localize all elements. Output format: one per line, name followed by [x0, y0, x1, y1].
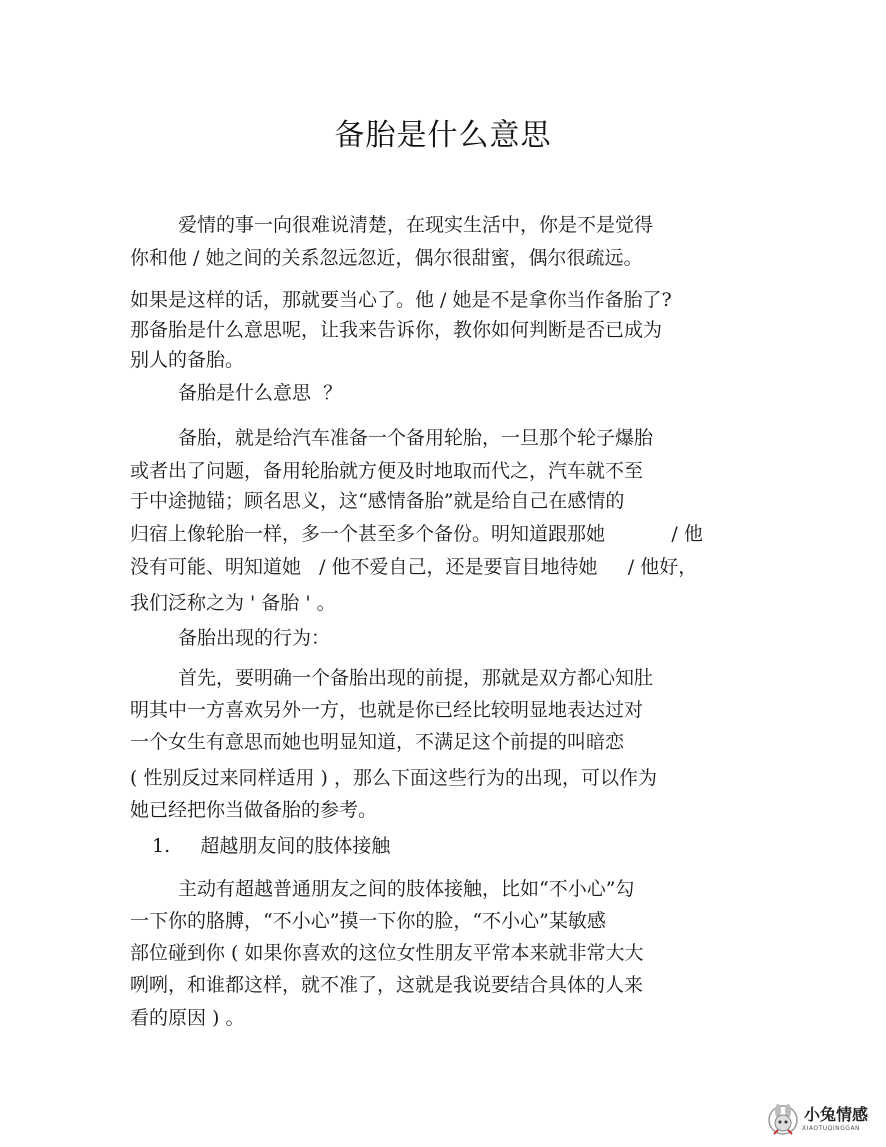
- text-line: 部位碰到你 ( 如果你喜欢的这位女性朋友平常本来就非常大大: [130, 942, 644, 964]
- text-line: 如果是这样的话，那就要当心了。他 / 她是不是拿你当作备胎了?: [130, 289, 672, 311]
- text-line: 主动有超越普通朋友之间的肢体接触，比如“不小心”勾: [178, 878, 635, 900]
- text-line: 首先，要明确一个备胎出现的前提，那就是双方都心知肚: [178, 667, 654, 689]
- rabbit-logo-icon: [766, 1103, 800, 1137]
- text-line: 或者出了问题，备用轮胎就方便及时地取而代之，汽车就不至: [130, 460, 644, 482]
- text-line: 于中途抛锚；顾名思义，这“感情备胎”就是给自己在感情的: [130, 490, 625, 512]
- text-line: 备胎，就是给汽车准备一个备用轮胎，一旦那个轮子爆胎: [178, 427, 654, 449]
- text-line: 一下你的胳膊，“不小心”摸一下你的脸，“不小心”某敏感: [130, 910, 606, 932]
- text-line: 你和他 / 她之间的关系忽远忽近，偶尔很甜蜜，偶尔很疏远。: [130, 247, 643, 269]
- text-line: 一个女生有意思而她也明显知道，不满足这个前提的叫暗恋: [130, 731, 625, 753]
- text-line: 没有可能、明知道她 / 他不爱自己，还是要盲目地待她 / 他好，: [130, 556, 698, 578]
- text-line: 那备胎是什么意思呢，让我来告诉你，教你如何判断是否已成为: [130, 319, 663, 341]
- text-line: 备胎出现的行为：: [178, 627, 331, 649]
- text-line: 备胎是什么意思 ？: [178, 382, 343, 404]
- text-line: 归宿上像轮胎一样，多一个甚至多个备份。明知道跟那她 / 他: [130, 523, 703, 545]
- watermark-logo: [766, 1101, 878, 1141]
- text-line: 别人的备胎。: [130, 349, 245, 371]
- text-line: 咧咧，和谁都这样，就不准了，这就是我说要结合具体的人来: [130, 974, 644, 996]
- text-line: ( 性别反过来同样适用 ) ，那么下面这些行为的出现，可以作为: [130, 767, 657, 789]
- text-line: 明其中一方喜欢另外一方，也就是你已经比较明显地表达过对: [130, 699, 644, 721]
- list-item-heading: 1. 超越朋友间的肢体接触: [152, 835, 391, 857]
- page-title: 备胎是什么意思: [334, 118, 552, 153]
- text-line: 我们泛称之为 ' 备胎 ' 。: [130, 592, 336, 614]
- text-line: 她已经把你当做备胎的参考。: [130, 799, 378, 821]
- text-line: 看的原因 ) 。: [130, 1007, 245, 1029]
- text-line: 爱情的事一向很难说清楚，在现实生活中，你是不是觉得: [178, 214, 654, 236]
- watermark-name: 小兔情感: [804, 1105, 869, 1124]
- watermark-subtitle: XIAOTUQINGGAN: [802, 1125, 861, 1132]
